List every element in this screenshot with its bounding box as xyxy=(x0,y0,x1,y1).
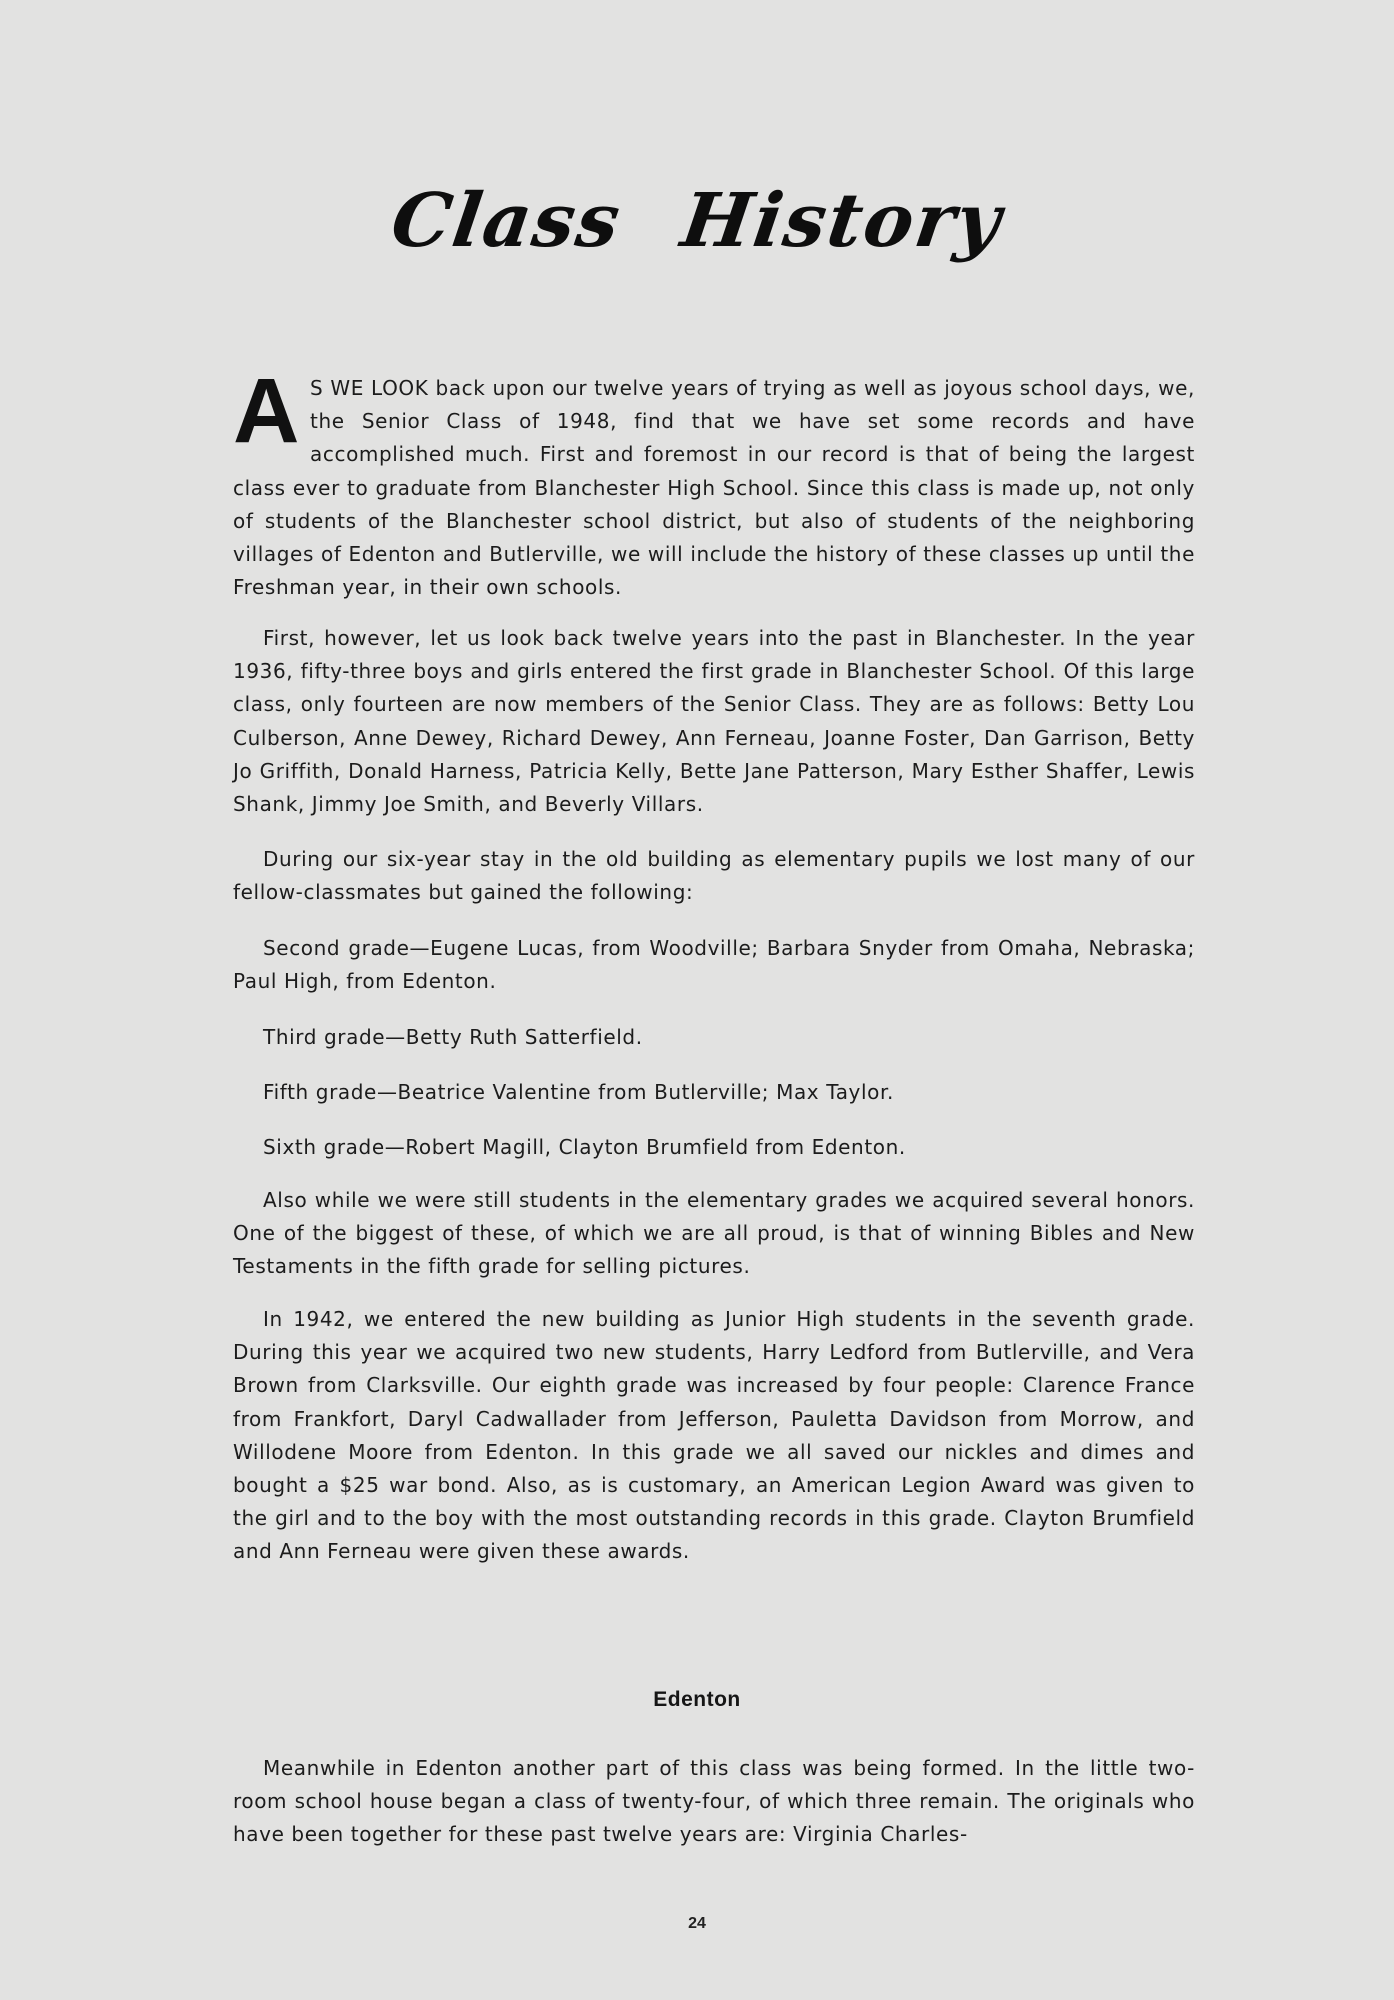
paragraph-fifth-grade xyxy=(233,1076,1195,1109)
paragraph-text: Second grade—Eugene Lucas, from Woodville; Barbara Snyder from Omaha, Nebraska; Paul High, from Edenton. xyxy=(233,936,1195,994)
paragraph-text: In 1942, we entered the new building as Junior High students in the seventh grade. During this year we acquired two new students, Harry Ledford from Butlerville, and Vera Brown from Clarksville. Our eighth grade was increased by four people: Clarence France from Frankfort, Daryl Cadwallader from Jefferson, Pauletta Davidson from Morrow, and Willodene Moore from Edenton. In this grade we all saved our nickles and dimes and bought a $25 war bond. Also, as is customary, an American Legion Award was given to the girl and to the boy with the most outstanding records in this grade. Clayton Brumfield and Ann Ferneau were given these awards. xyxy=(233,1307,1195,1564)
paragraph-honors xyxy=(233,1184,1195,1284)
paragraph-text: During our six-year stay in the old building as elementary pupils we lost many of our fellow-classmates but gained the following: xyxy=(233,847,1195,905)
intro-paragraph-text: S WE LOOK back upon our twelve years of trying as well as joyous school days, we, the Senior Class of 1948, find that we have set some records and have accomplished much. First and foremost in our record is that of being the largest class ever to graduate from Blanchester High School. Since this class is made up, not only of students of the Blanchester school district, but also of students of the neighboring villages of Edenton and Butlerville, we will include the history of these classes up until the Freshman year, in their own schools. xyxy=(233,376,1195,600)
paragraph-edenton xyxy=(233,1752,1195,1852)
section-heading-edenton: Edenton xyxy=(653,1688,741,1711)
paragraph-text: Also while we were still students in the elementary grades we acquired several honors. One of the biggest of these, of which we are all proud, is that of winning Bibles and New Testaments in the fifth grade for selling pictures. xyxy=(233,1188,1195,1279)
paragraph-text: Meanwhile in Edenton another part of this class was being formed. In the little two-room school house began a class of twenty-four, of which three remain. The originals who have been together for these past twelve years are: Virginia Charles- xyxy=(233,1756,1195,1847)
page-number: 24 xyxy=(688,1915,706,1932)
paragraph-first-grade xyxy=(233,622,1195,821)
intro-paragraph xyxy=(233,360,1195,604)
paragraph-text: Third grade—Betty Ruth Satterfield. xyxy=(263,1025,643,1049)
paragraph-text: Sixth grade—Robert Magill, Clayton Brumfield from Edenton. xyxy=(263,1135,906,1159)
paragraph-second-grade xyxy=(233,932,1195,998)
paragraph-third-grade xyxy=(233,1021,1195,1054)
paragraph-junior-high xyxy=(233,1303,1195,1569)
paragraph-text: First, however, let us look back twelve years into the past in Blanchester. In the year 1936, fifty-three boys and girls entered the first grade in Blanchester School. Of this large class, only fourteen are now members of the Senior Class. They are as follows: Betty Lou Culberson, Anne Dewey, Richard Dewey, Ann Ferneau, Joanne Foster, Dan Garrison, Betty Jo Griffith, Donald Harness, Patricia Kelly, Bette Jane Patterson, Mary Esther Shaffer, Lewis Shank, Jimmy Joe Smith, and Beverly Villars. xyxy=(233,626,1195,817)
paragraph-sixth-grade xyxy=(233,1131,1195,1164)
drop-cap: A xyxy=(233,360,301,462)
paragraph-elementary xyxy=(233,843,1195,909)
paragraph-text: Fifth grade—Beatrice Valentine from Butlerville; Max Taylor. xyxy=(263,1080,894,1104)
page-title: Class History xyxy=(386,178,1008,264)
